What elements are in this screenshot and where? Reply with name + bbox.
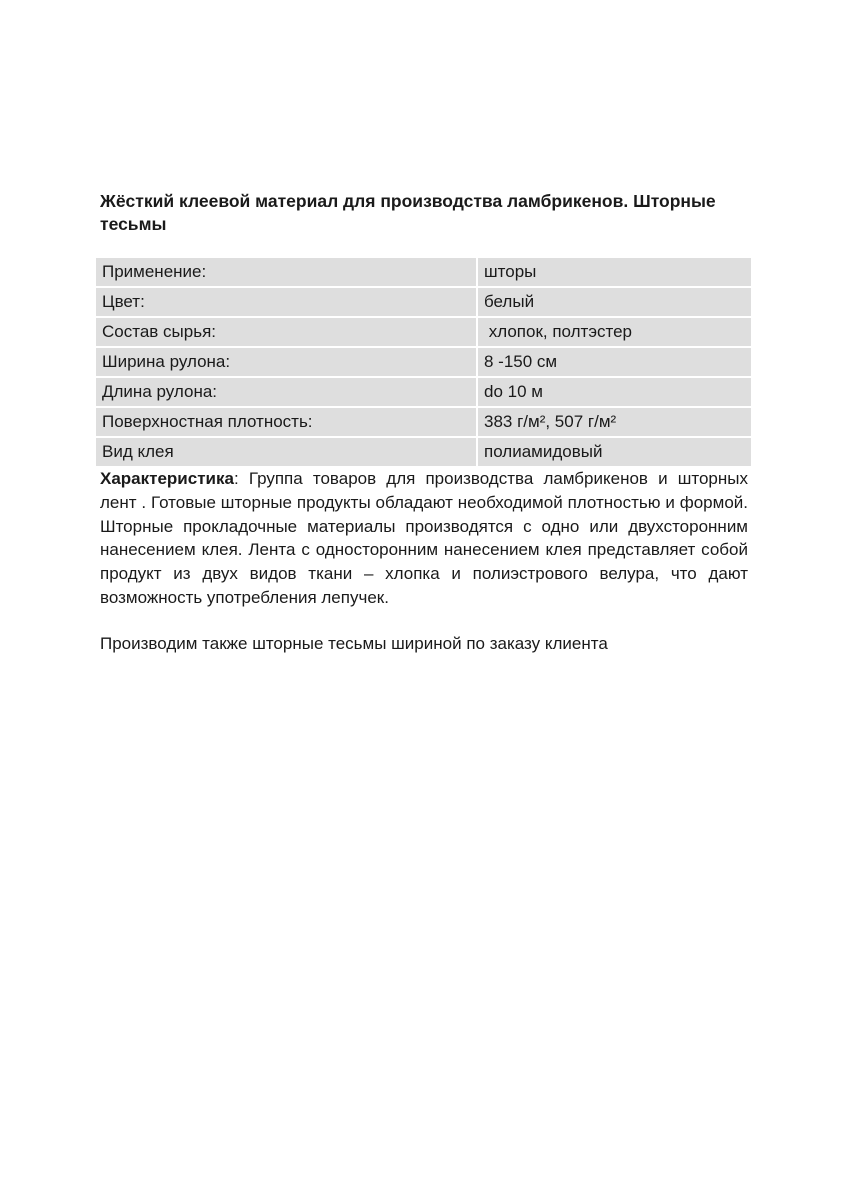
spec-value: do 10 м [478, 378, 751, 406]
table-row [96, 438, 751, 466]
extra-note: Производим также шторные тесьмы шириной по заказу клиента [100, 634, 608, 653]
table-row [96, 408, 751, 436]
table-row [96, 348, 751, 376]
spec-label: Длина рулона: [96, 378, 478, 406]
spec-label: Вид клея [96, 438, 478, 466]
description-text: : Группа товаров для производства ламбрикенов и шторных лент . Готовые шторные продукты обладают необходимой плотностью и формой. Шторные прокладочные материалы производятся с одно или двухсторонним нанесением клея. Лента с односторонним нанесением клея представляет собой продукт из двух видов ткани – хлопка и полиэстрового велура, что дают возможность употребления лепучек. [100, 469, 748, 607]
spec-value: полиамидовый [478, 438, 751, 466]
spec-label: Цвет: [96, 288, 478, 316]
spec-value: 8 -150 см [478, 348, 751, 376]
description-lead: Характеристика [100, 469, 234, 488]
table-row [96, 318, 751, 346]
document-title: Жёсткий клеевой материал для производства ламбрикенов. Шторные тесьмы [100, 191, 716, 234]
spec-value: шторы [478, 258, 751, 286]
spec-value: 383 г/м², 507 г/м² [478, 408, 751, 436]
description-paragraph [100, 467, 748, 610]
specs-table [96, 256, 751, 468]
spec-value: белый [478, 288, 751, 316]
spec-value: хлопок, полтэстер [478, 318, 751, 346]
table-row [96, 288, 751, 316]
table-row [96, 378, 751, 406]
table-row [96, 258, 751, 286]
spec-label: Ширина рулона: [96, 348, 478, 376]
spec-label: Поверхностная плотность: [96, 408, 478, 436]
spec-label: Состав сырья: [96, 318, 478, 346]
spec-label: Применение: [96, 258, 478, 286]
